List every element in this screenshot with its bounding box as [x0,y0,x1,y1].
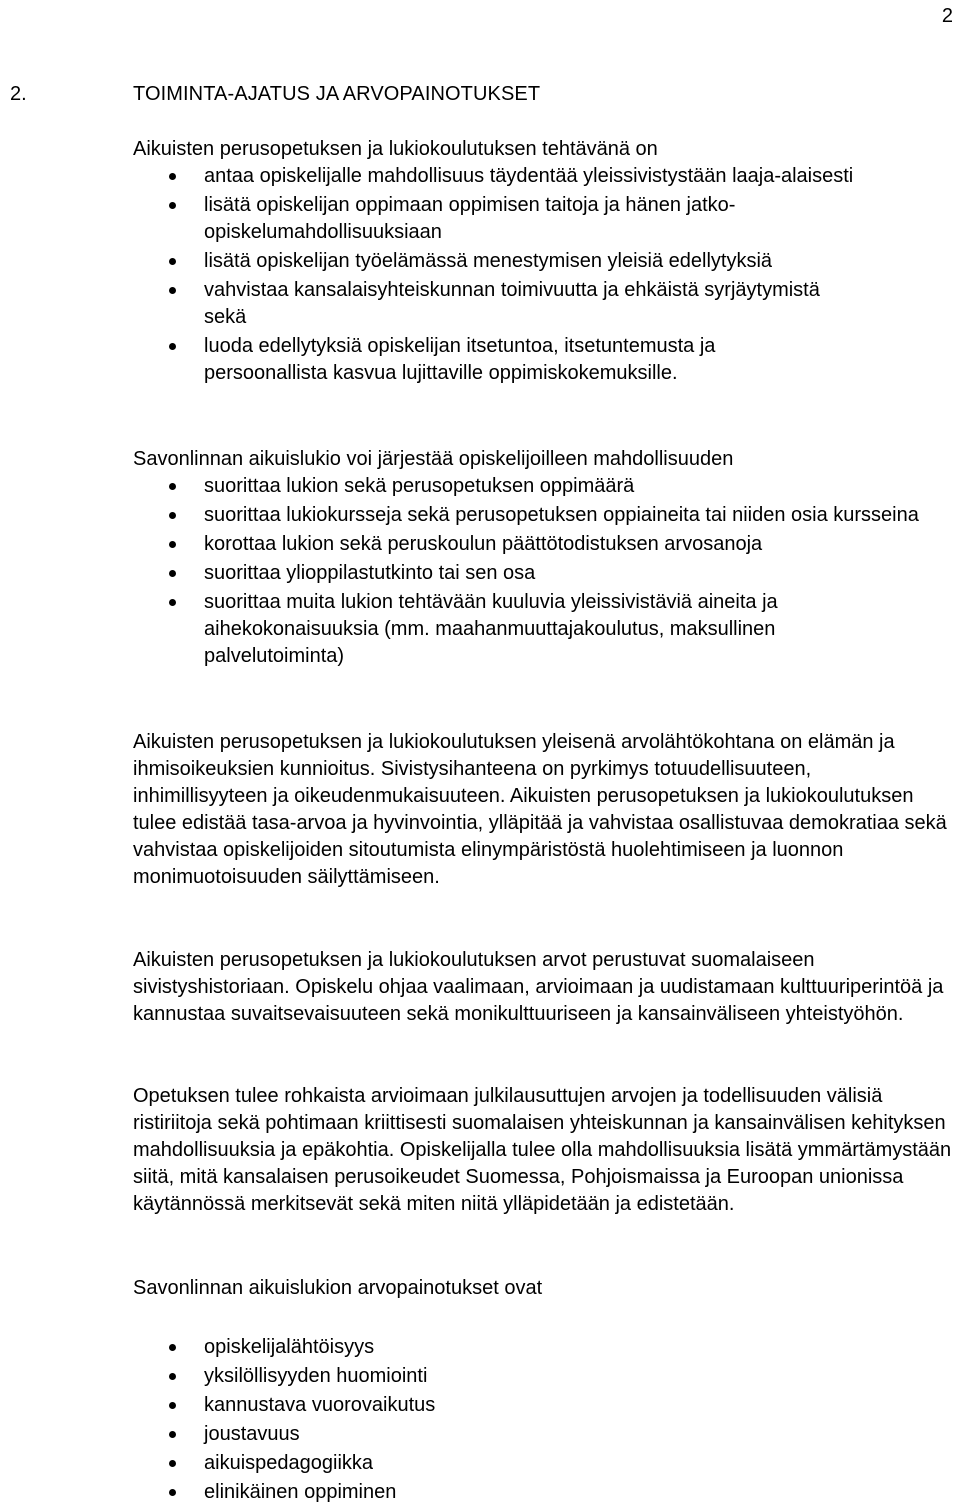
bullet-icon [169,1344,176,1351]
bullet-icon [169,570,176,577]
page-number: 2 [941,5,953,27]
list-item [133,192,833,246]
values-paragraph-3 [133,1083,953,1218]
list-item [133,1363,953,1390]
list-item-text: elinikäinen oppiminen [204,1481,397,1503]
section-heading [0,81,960,108]
heading-title: TOIMINTA-AJATUS JA ARVOPAINOTUKSET [133,83,541,105]
list-item-text: suorittaa muita lukion tehtävään kuuluvia yleissivistäviä aineita ja aihekokonaisuuksia (mm. maahanmuuttajakoulutus, maksullinen palvelutoiminta) [204,591,778,667]
bullet-icon [169,512,176,519]
list-item [133,589,894,670]
offering-list [133,473,948,670]
list-item [133,277,833,331]
list-item [133,163,904,190]
bullet-icon [169,173,176,180]
bullet-icon [169,1489,176,1496]
offering-intro: Savonlinnan aikuislukio voi järjestää opiskelijoilleen mahdollisuuden [133,448,734,470]
paragraph-text: Aikuisten perusopetuksen ja lukiokoulutuksen arvot perustuvat suomalaiseen sivistyshistoriaan. Opiskelu ohjaa vaalimaan, arvioimaan ja uudistamaan kulttuuriperintöä ja kannustaa suvaitsevaisuuteen sekä monikulttuuriseen ja kansainväliseen yhteistyöhön. [133,949,944,1025]
list-item [133,502,948,529]
bullet-icon [169,258,176,265]
list-item [133,473,948,500]
bullet-icon [169,287,176,294]
bullet-icon [169,1402,176,1409]
bullet-icon [169,599,176,606]
bullet-icon [169,1373,176,1380]
values-paragraph-2 [133,947,948,1028]
list-item-text: korottaa lukion sekä peruskoulun päättötodistuksen arvosanoja [204,533,763,555]
list-item-text: suorittaa lukion sekä perusopetuksen oppimäärä [204,475,635,497]
list-item [133,1450,953,1477]
list-item-text: suorittaa ylioppilastutkinto tai sen osa [204,562,536,584]
list-item [133,531,948,558]
emphasis-intro: Savonlinnan aikuislukion arvopainotukset ovat [133,1277,543,1299]
list-item [133,1392,953,1419]
paragraph-text: Aikuisten perusopetuksen ja lukiokoulutuksen yleisenä arvolähtökohtana on elämän ja ihmisoikeuksien kunnioitus. Sivistysihanteena on pyrkimys totuudellisuuteen, inhimillisyyteen ja oikeudenmukaisuuteen. Aikuisten perusopetuksen ja lukiokoulutuksen tulee edistää tasa-arvoa ja hyvinvointia, ylläpitää ja vahvistaa osallistuvaa demokratiaa sekä vahvistaa opiskelijoiden sitoutumista elinympäristöstä huolehtimiseen ja luonnon monimuotoisuuden säilyttämiseen. [133,731,947,888]
list-item-text: vahvistaa kansalaisyhteiskunnan toimivuutta ja ehkäistä syrjäytymistä sekä [204,279,820,328]
offering-section [133,446,948,672]
list-item-text: luoda edellytyksiä opiskelijan itsetuntoa, itsetuntemusta ja persoonallista kasvua lujittaville oppimiskokemuksille. [204,335,716,384]
list-item-text: antaa opiskelijalle mahdollisuus täydentää yleissivistystään laaja-alaisesti [204,165,854,187]
emphasis-section [133,1275,953,1508]
list-item [133,1479,953,1506]
list-item [133,1334,953,1361]
bullet-icon [169,343,176,350]
mission-section [133,136,854,389]
bullet-icon [169,1431,176,1438]
list-item-text: lisätä opiskelijan oppimaan oppimisen taitoja ja hänen jatko-opiskelumahdollisuuksiaan [204,194,736,243]
emphasis-list [133,1334,953,1506]
list-item-text: kannustava vuorovaikutus [204,1394,436,1416]
list-item-text: lisätä opiskelijan työelämässä menestymisen yleisiä edellytyksiä [204,250,773,272]
list-item-text: yksilöllisyyden huomiointi [204,1365,428,1387]
paragraph-text: Opetuksen tulee rohkaista arvioimaan julkilausuttujen arvojen ja todellisuuden välisiä ristiriitoja sekä pohtimaan kriittisesti suomalaisen yhteiskunnan ja kansainvälisen kehityksen mahdollisuuksia ja epäkohtia. Opiskelijalla tulee olla mahdollisuuksia lisätä ymmärtämystään siitä, mitä kansalaisen perusoikeudet Suomessa, Pohjoismaissa ja Euroopan unionissa käytännössä merkitsevät sekä miten niitä ylläpidetään ja edistetään. [133,1085,952,1215]
mission-list [133,163,854,387]
bullet-icon [169,202,176,209]
list-item [133,1421,953,1448]
bullet-icon [169,541,176,548]
list-item-text: aikuispedagogiikka [204,1452,374,1474]
values-paragraph-1 [133,729,948,891]
list-item [133,560,948,587]
list-item-text: suorittaa lukiokursseja sekä perusopetuksen oppiaineita tai niiden osia kursseina [204,504,919,526]
mission-intro: Aikuisten perusopetuksen ja lukiokoulutuksen tehtävänä on [133,138,658,160]
list-item-text: joustavuus [204,1423,300,1445]
list-item [133,248,833,275]
list-item-text: opiskelijalähtöisyys [204,1336,375,1358]
bullet-icon [169,483,176,490]
list-item [133,333,833,387]
bullet-icon [169,1460,176,1467]
heading-number: 2. [10,83,27,105]
